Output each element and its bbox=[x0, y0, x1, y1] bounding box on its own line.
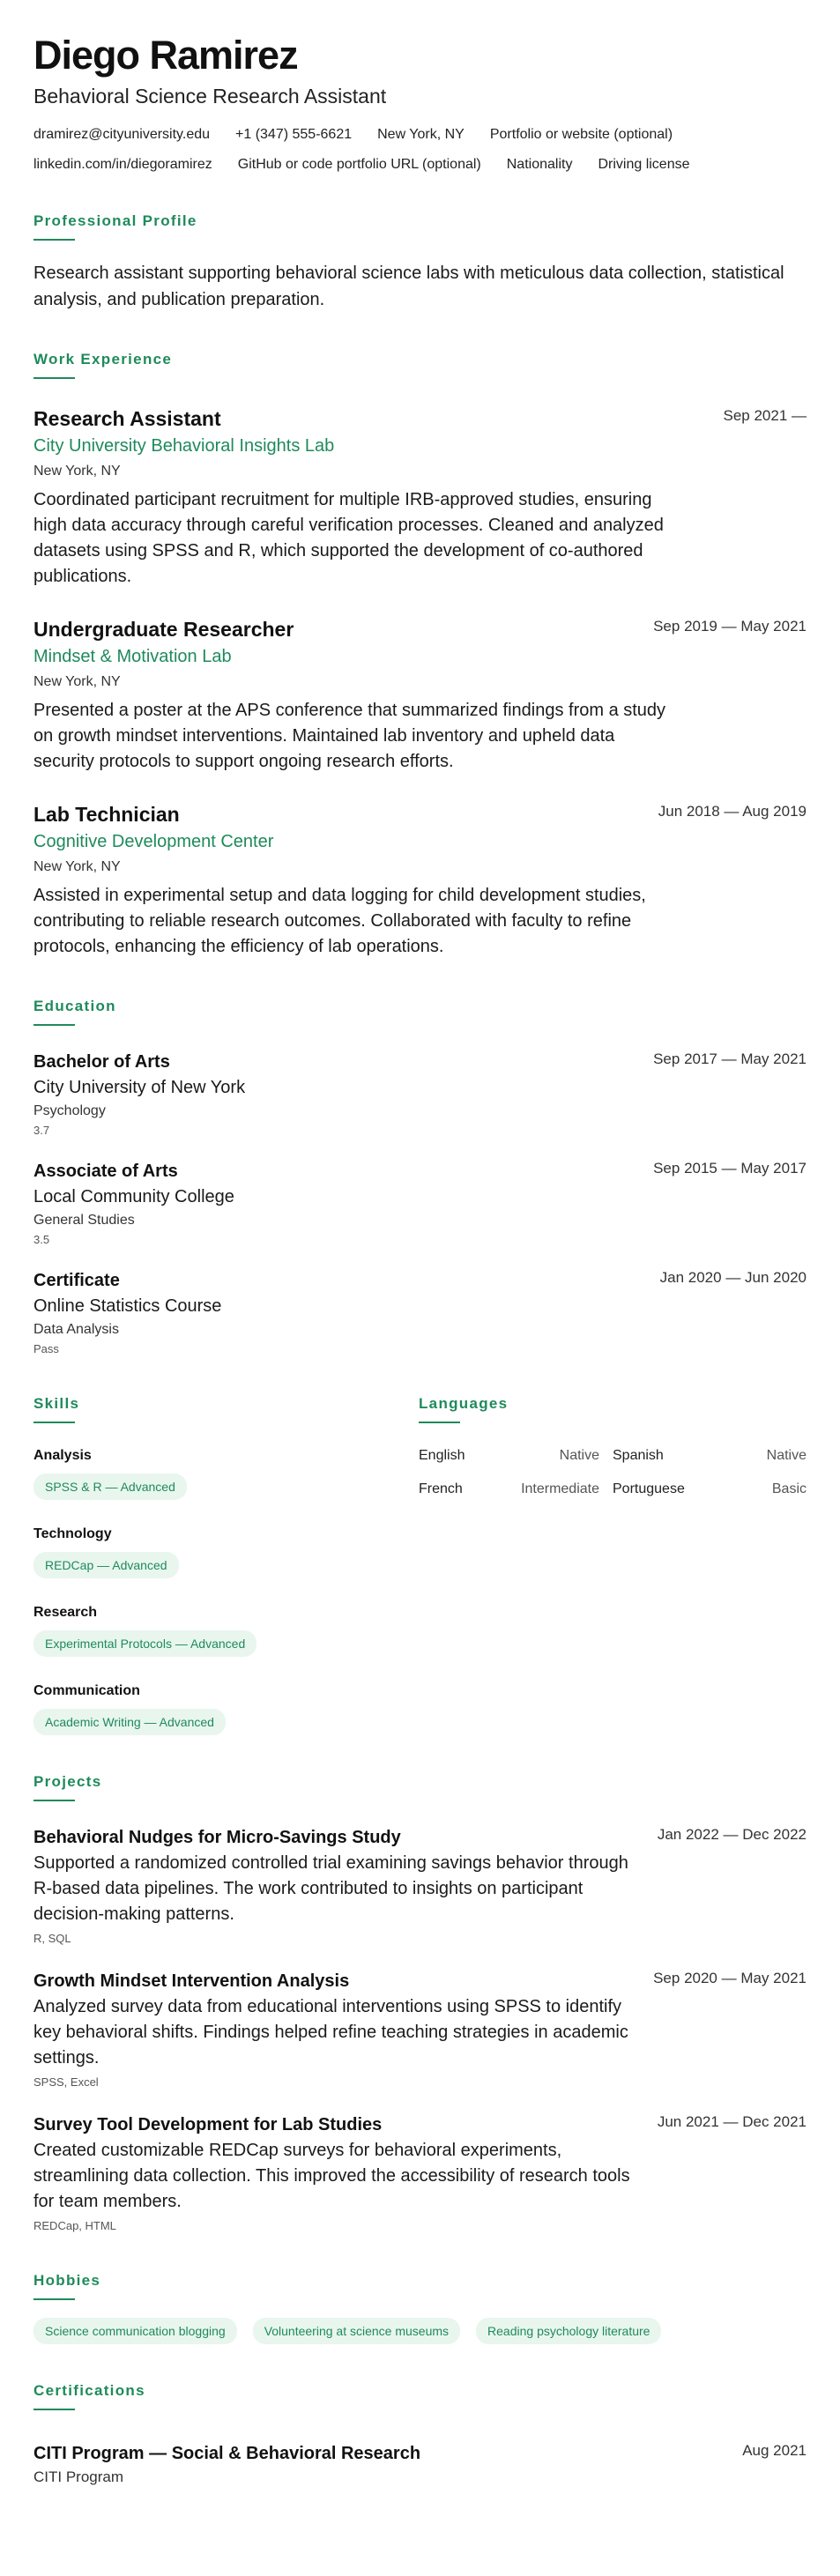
hobbies-section bbox=[33, 2271, 807, 2344]
education-degree: Bachelor of Arts bbox=[33, 1052, 170, 1072]
project-date: Jan 2022 — Dec 2022 bbox=[657, 1826, 807, 1843]
section-title-profile: Professional Profile bbox=[33, 212, 197, 229]
project-description: Created customizable REDCap surveys for behavioral experiments, streamlining data collection. This improved the accessibility of research tools for team members. bbox=[33, 2141, 630, 2211]
project-description: Analyzed survey data from educational interventions using SPSS to identify key behavioral shifts. Findings helped refine teaching strategies in academic settings. bbox=[33, 1997, 628, 2067]
job-entry bbox=[33, 801, 807, 960]
section-divider bbox=[33, 2298, 75, 2300]
contact-phone[interactable]: +1 (347) 555-6621 bbox=[235, 127, 353, 142]
skill-chip: Experimental Protocols — Advanced bbox=[33, 1630, 256, 1657]
skill-category: Technology bbox=[33, 1526, 112, 1541]
education-score: Pass bbox=[33, 1342, 59, 1355]
language-name: French bbox=[419, 1481, 463, 1496]
language-name: English bbox=[419, 1448, 465, 1463]
job-entry bbox=[33, 616, 807, 775]
skill-chip: Academic Writing — Advanced bbox=[33, 1709, 226, 1735]
certification-date: Aug 2021 bbox=[742, 2442, 807, 2459]
education-entry bbox=[33, 1160, 807, 1248]
job-description: Coordinated participant recruitment for multiple IRB-approved studies, ensuring high data accuracy through careful verification processes. Cleaned and analyzed datasets using SPSS and R, which supported the development of co-authored publications. bbox=[33, 490, 664, 586]
education-date: Jan 2020 — Jun 2020 bbox=[659, 1269, 807, 1286]
job-location: New York, NY bbox=[33, 464, 121, 479]
project-title: Growth Mindset Intervention Analysis bbox=[33, 1971, 350, 1991]
profile-section bbox=[33, 212, 807, 313]
language-name: Portuguese bbox=[613, 1481, 685, 1496]
language-level: Intermediate bbox=[521, 1481, 599, 1496]
skills-languages-row bbox=[33, 1357, 807, 1735]
job-title: Research Assistant bbox=[33, 407, 221, 430]
job-date: Sep 2021 — bbox=[723, 407, 807, 424]
skills-section bbox=[33, 1357, 419, 1735]
profile-summary: Research assistant supporting behavioral science labs with meticulous data collection, statistical analysis, and publication preparation. bbox=[33, 264, 784, 309]
section-title-education: Education bbox=[33, 998, 116, 1014]
language-level: Native bbox=[766, 1448, 807, 1463]
education-entry bbox=[33, 1050, 807, 1139]
job-entry bbox=[33, 405, 807, 590]
language-level: Basic bbox=[771, 1481, 807, 1496]
skill-group bbox=[33, 1446, 419, 1500]
hobby-chip: Reading psychology literature bbox=[476, 2318, 661, 2344]
education-field: Data Analysis bbox=[33, 1322, 119, 1337]
skill-category: Communication bbox=[33, 1683, 140, 1698]
contact-linkedin[interactable]: linkedin.com/in/diegoramirez bbox=[33, 157, 212, 172]
education-school: Local Community College bbox=[33, 1187, 234, 1206]
hobby-chip: Volunteering at science museums bbox=[253, 2318, 460, 2344]
job-title: Lab Technician bbox=[33, 803, 180, 826]
skill-chip: SPSS & R — Advanced bbox=[33, 1474, 187, 1500]
section-title-projects: Projects bbox=[33, 1773, 102, 1790]
education-section bbox=[33, 997, 807, 1357]
hobby-list bbox=[33, 2318, 807, 2344]
project-date: Sep 2020 — May 2021 bbox=[653, 1970, 807, 1986]
job-description: Assisted in experimental setup and data logging for child development studies, contributing to reliable research outcomes. Collaborated with faculty to refine protocols, enhancing the efficiency of lab operations. bbox=[33, 886, 646, 956]
section-title-certifications: Certifications bbox=[33, 2382, 145, 2399]
education-score: 3.7 bbox=[33, 1124, 50, 1137]
project-entry bbox=[33, 2113, 807, 2234]
skill-category: Analysis bbox=[33, 1448, 92, 1463]
contact-driving-license: Driving license bbox=[598, 157, 690, 172]
certification-issuer: CITI Program bbox=[33, 2468, 124, 2485]
education-school: City University of New York bbox=[33, 1078, 246, 1097]
skill-group bbox=[33, 1603, 419, 1657]
section-divider bbox=[33, 1422, 75, 1423]
skill-group bbox=[33, 1525, 419, 1578]
certification-title: CITI Program — Social & Behavioral Research bbox=[33, 2444, 421, 2463]
certifications-section bbox=[33, 2381, 807, 2488]
project-tech: REDCap, HTML bbox=[33, 2219, 116, 2232]
education-date: Sep 2017 — May 2021 bbox=[653, 1050, 807, 1067]
skill-chip: REDCap — Advanced bbox=[33, 1552, 179, 1578]
section-title-experience: Work Experience bbox=[33, 351, 173, 367]
job-date: Jun 2018 — Aug 2019 bbox=[658, 803, 807, 820]
section-divider bbox=[33, 239, 75, 241]
project-date: Jun 2021 — Dec 2021 bbox=[657, 2113, 807, 2130]
language-list bbox=[419, 1446, 807, 1499]
education-school: Online Statistics Course bbox=[33, 1296, 222, 1316]
project-entry bbox=[33, 1826, 807, 1947]
job-date: Sep 2019 — May 2021 bbox=[653, 618, 807, 635]
education-field: Psychology bbox=[33, 1103, 106, 1118]
contact-nationality: Nationality bbox=[506, 157, 573, 172]
contact-github[interactable]: GitHub or code portfolio URL (optional) bbox=[237, 157, 481, 172]
job-title: Undergraduate Researcher bbox=[33, 618, 294, 641]
projects-section bbox=[33, 1772, 807, 2234]
project-description: Supported a randomized controlled trial examining savings behavior through R-based data pipelines. The work contributed to insights on participant decision-making patterns. bbox=[33, 1853, 628, 1924]
section-title-hobbies: Hobbies bbox=[33, 2272, 101, 2289]
job-location: New York, NY bbox=[33, 674, 121, 689]
certification-entry bbox=[33, 2442, 807, 2488]
contact-location: New York, NY bbox=[377, 127, 465, 142]
job-location: New York, NY bbox=[33, 859, 121, 874]
languages-section bbox=[419, 1357, 807, 1735]
candidate-headline: Behavioral Science Research Assistant bbox=[33, 85, 387, 108]
section-divider bbox=[33, 2409, 75, 2410]
project-tech: R, SQL bbox=[33, 1932, 71, 1945]
project-title: Survey Tool Development for Lab Studies bbox=[33, 2115, 383, 2134]
experience-section bbox=[33, 350, 807, 960]
project-entry bbox=[33, 1970, 807, 2090]
section-divider bbox=[33, 377, 75, 379]
education-field: General Studies bbox=[33, 1213, 135, 1228]
section-title-skills: Skills bbox=[33, 1395, 80, 1412]
language-name: Spanish bbox=[613, 1448, 664, 1463]
section-divider bbox=[33, 1800, 75, 1801]
candidate-name: Diego Ramirez bbox=[33, 33, 298, 78]
skill-group bbox=[33, 1681, 419, 1735]
education-date: Sep 2015 — May 2017 bbox=[653, 1160, 807, 1177]
language-level: Native bbox=[559, 1448, 599, 1463]
section-title-languages: Languages bbox=[419, 1395, 509, 1412]
contact-portfolio[interactable]: Portfolio or website (optional) bbox=[489, 127, 673, 142]
job-company: City University Behavioral Insights Lab bbox=[33, 436, 335, 456]
skill-category: Research bbox=[33, 1605, 98, 1620]
education-entry bbox=[33, 1269, 807, 1357]
job-company: Cognitive Development Center bbox=[33, 832, 274, 851]
job-company: Mindset & Motivation Lab bbox=[33, 647, 232, 666]
section-divider bbox=[419, 1422, 460, 1423]
resume-header bbox=[33, 32, 807, 174]
education-degree: Certificate bbox=[33, 1271, 120, 1290]
contact-list bbox=[33, 125, 807, 174]
education-score: 3.5 bbox=[33, 1233, 50, 1246]
contact-email[interactable]: dramirez@cityuniversity.edu bbox=[33, 127, 211, 142]
education-degree: Associate of Arts bbox=[33, 1162, 178, 1181]
section-divider bbox=[33, 1024, 75, 1026]
hobby-chip: Science communication blogging bbox=[33, 2318, 237, 2344]
project-tech: SPSS, Excel bbox=[33, 2075, 99, 2089]
job-description: Presented a poster at the APS conference that summarized findings from a study on growth mindset interventions. Maintained lab inventory and upheld data security protocols to support ongoing research efforts. bbox=[33, 701, 666, 771]
project-title: Behavioral Nudges for Micro-Savings Study bbox=[33, 1828, 401, 1847]
